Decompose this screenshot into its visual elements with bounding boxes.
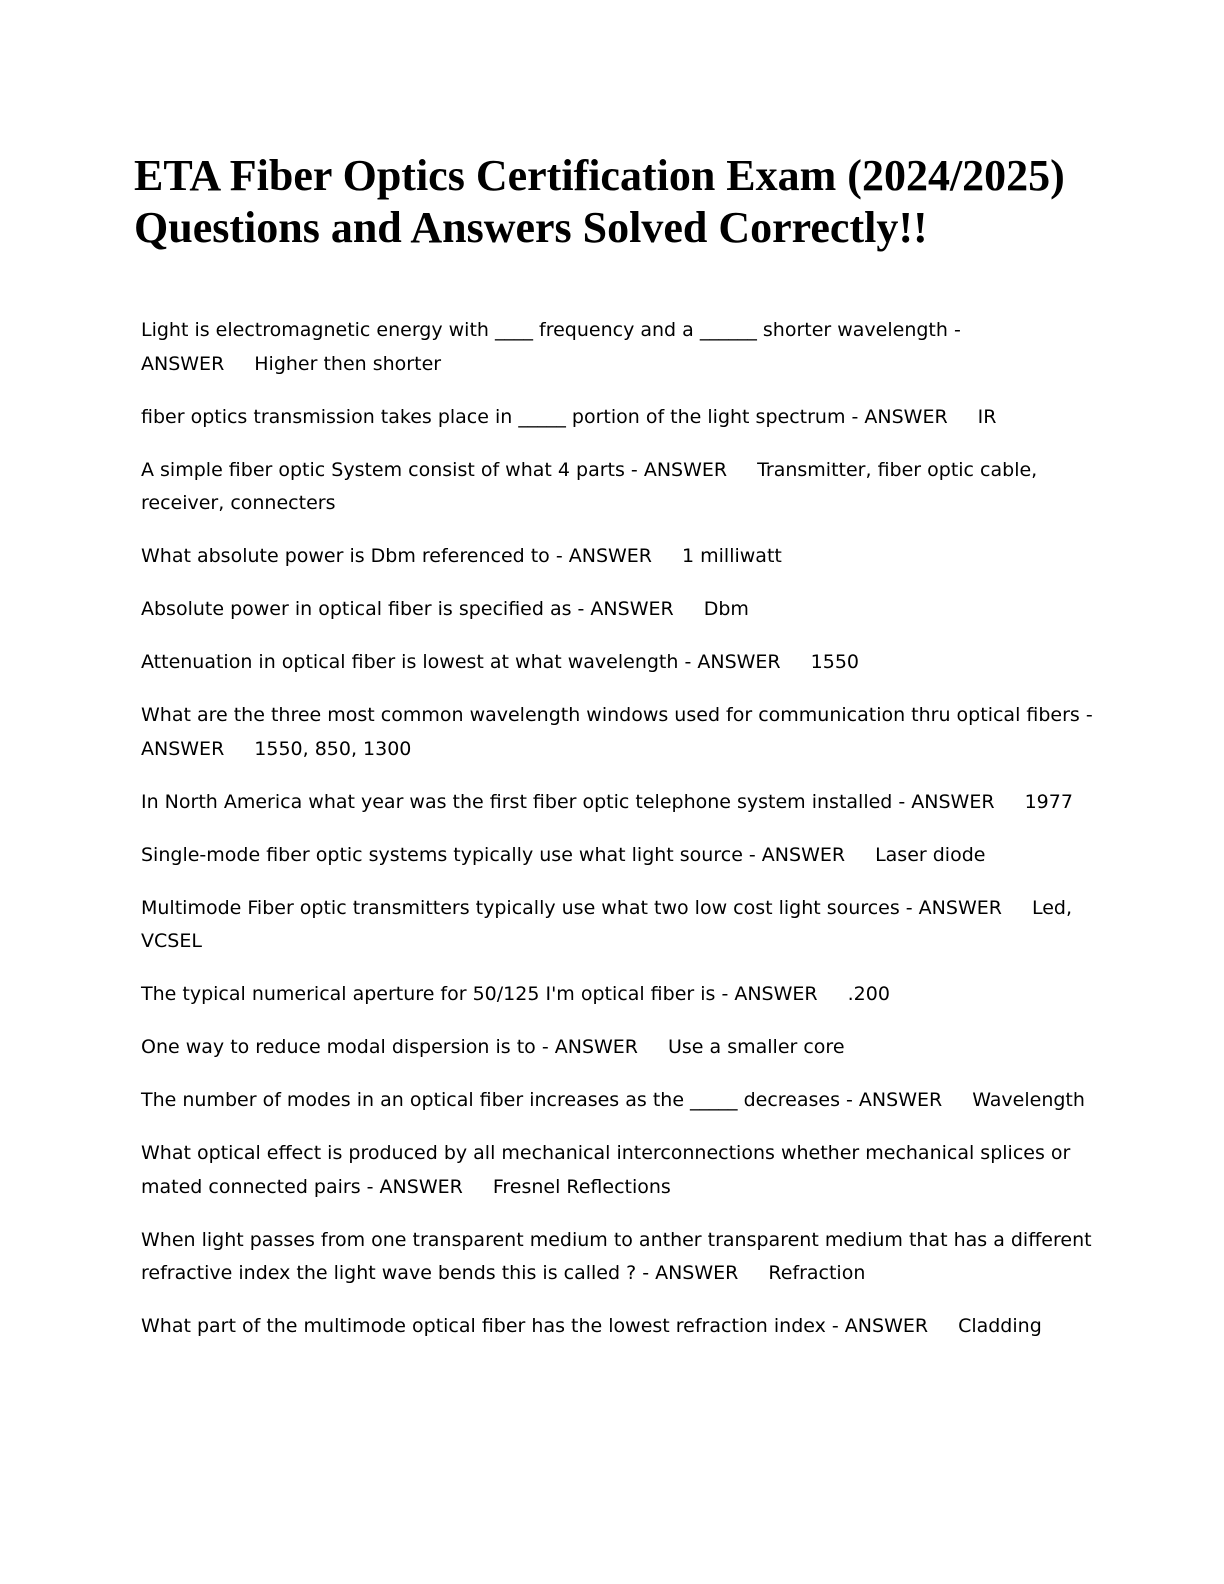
qa-item [141,978,1101,1012]
qa-item [141,646,1101,680]
qa-item [141,786,1101,820]
qa-list [141,314,1101,1363]
answer-text: Wavelength [972,1089,1085,1111]
answer-text: Fresnel Reflections [492,1175,671,1198]
title-line-1: ETA Fiber Optics Certification Exam (2024/2025) [134,151,1065,200]
answer-text: Cladding [958,1315,1042,1337]
answer-text: Laser diode [875,843,986,866]
qa-item [141,699,1101,766]
question-text: What part of the multimode optical fiber has the lowest refraction index - ANSWER [141,1315,929,1337]
question-text: Multimode Fiber optic transmitters typically use what two low cost light sources - ANSWER [141,896,1002,919]
answer-text: 1550 [810,651,859,673]
qa-item [141,401,1101,435]
qa-item [141,1224,1101,1291]
qa-item [141,1084,1101,1118]
question-text: Single-mode fiber optic systems typically use what light source - ANSWER [141,843,846,866]
question-text: What absolute power is Dbm referenced to - ANSWER [141,545,653,567]
qa-item [141,1031,1101,1065]
qa-item [141,314,1101,381]
answer-text: Dbm [703,598,749,620]
qa-item [141,540,1101,574]
answer-text: Higher then shorter [254,352,442,375]
question-text: Light is electromagnetic energy with ____ frequency and a ______ shorter wavelength - ANSWER [141,319,961,375]
qa-item [141,1310,1101,1344]
answer-text: 1977 [1024,790,1073,813]
qa-item [141,839,1101,873]
question-text: Attenuation in optical fiber is lowest at what wavelength - ANSWER [141,651,781,673]
answer-text: Refraction [768,1262,866,1284]
question-text: One way to reduce modal dispersion is to - ANSWER [141,1036,638,1058]
answer-text: Led, VCSEL [141,896,1072,952]
answer-text: .200 [847,983,890,1005]
question-text: When light passes from one transparent medium to anther transparent medium that has a different refractive index the light wave bends this is called ? - ANSWER [141,1228,1092,1284]
question-text: What optical effect is produced by all mechanical interconnections whether mechanical splices or mated connected pairs - ANSWER [141,1142,1071,1198]
question-text: The number of modes in an optical fiber increases as the _____ decreases - ANSWER [141,1089,943,1111]
document-title [134,150,1214,254]
question-text: In North America what year was the first fiber optic telephone system installed - ANSWER [141,790,995,813]
answer-text: Transmitter, fiber optic cable, receiver, connecters [141,458,1038,514]
question-text: Absolute power in optical fiber is specified as - ANSWER [141,598,674,620]
answer-text: Use a smaller core [668,1036,845,1058]
qa-item [141,593,1101,627]
title-line-2: Questions and Answers Solved Correctly!! [134,203,928,252]
question-text: What are the three most common wavelength windows used for communication thru optical fibers - ANSWER [141,704,1093,760]
qa-item [141,1137,1101,1204]
qa-item [141,892,1101,959]
answer-text: 1550, 850, 1300 [254,737,412,760]
question-text: A simple fiber optic System consist of what 4 parts - ANSWER [141,458,728,481]
question-text: The typical numerical aperture for 50/125 I'm optical fiber is - ANSWER [141,983,818,1005]
qa-item [141,454,1101,521]
answer-text: 1 milliwatt [682,545,782,567]
question-text: fiber optics transmission takes place in _____ portion of the light spectrum - ANSWER [141,405,948,428]
answer-text: IR [977,405,997,428]
